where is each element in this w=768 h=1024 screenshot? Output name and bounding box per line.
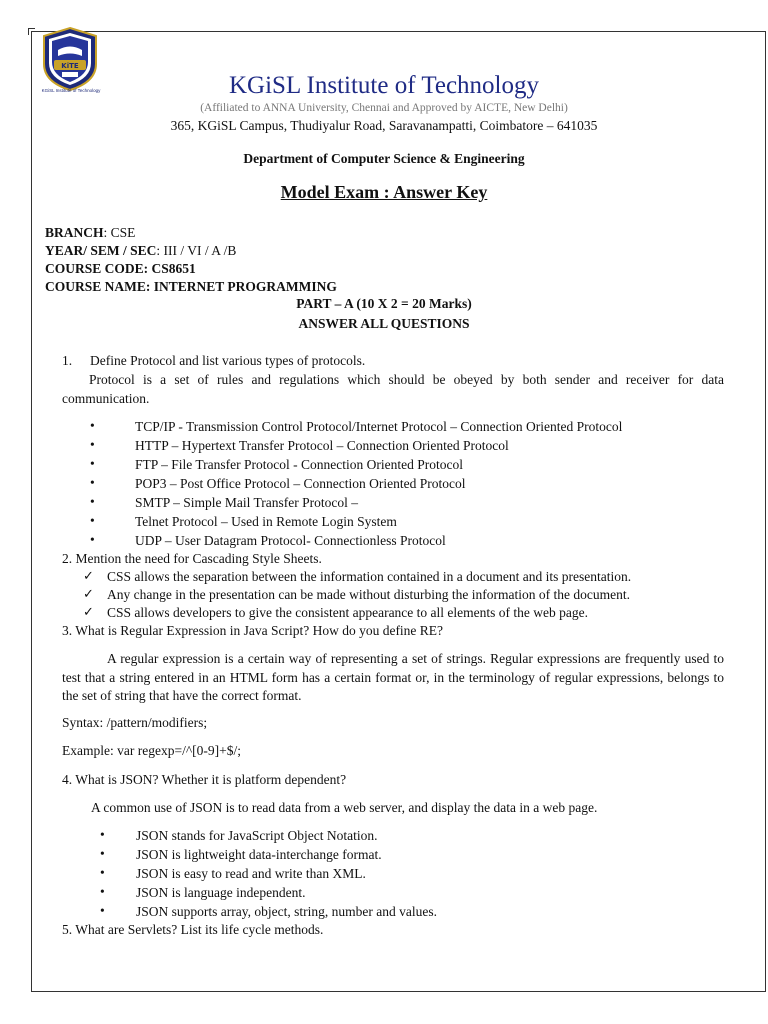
affiliation: (Affiliated to ANNA University, Chennai and Approved by AICTE, New Delhi) (200, 102, 568, 114)
branch-line: BRANCH: CSE (45, 225, 136, 240)
logo-text: KiTE (61, 62, 79, 70)
address: 365, KGiSL Campus, Thudiyalur Road, Saravanampatti, Coimbatore – 641035 (170, 118, 598, 133)
q2-check: CSS allows the separation between the information contained in a document and its presentation. (107, 569, 632, 584)
q3-answer: A regular expression is a certain way of representing a set of strings. Regular expressions are frequently used to test that a string entered in an HTML form has a certain format or, in the terminology of regular expressions, belongs to the set of string that have the correct format. (62, 651, 724, 703)
bullet-icon: • (100, 827, 105, 842)
q4-bullet: JSON stands for JavaScript Object Notation. (136, 828, 378, 843)
checkmark-icon: ✓ (83, 568, 94, 583)
checkmark-icon: ✓ (83, 586, 94, 601)
exam-title (0, 182, 768, 203)
institute-name: KGiSL Institute of Technology (228, 72, 540, 99)
checkmark-icon: ✓ (83, 604, 94, 619)
q1-bullet: FTP – File Transfer Protocol - Connection Oriented Protocol (135, 457, 463, 472)
q2-check: Any change in the presentation can be made without disturbing the information of the document. (107, 587, 630, 602)
logo-caption: KGiSL Institute of Technology (41, 88, 101, 93)
department: Department of Computer Science & Engineering (243, 151, 525, 166)
year-line: YEAR/ SEM / SEC: III / VI / A /B (45, 243, 237, 258)
q1-bullet: Telnet Protocol – Used in Remote Login System (135, 514, 397, 529)
bullet-icon: • (90, 532, 95, 547)
bullet-icon: • (90, 513, 95, 528)
q3-question: 3. What is Regular Expression in Java Script? How do you define RE? (62, 623, 444, 638)
bullet-icon: • (90, 437, 95, 452)
q1-bullet: SMTP – Simple Mail Transfer Protocol – (135, 495, 359, 510)
q3-syntax: Syntax: /pattern/modifiers; (62, 715, 208, 730)
part-heading: PART – A (10 X 2 = 20 Marks) (296, 296, 472, 311)
q2-check: CSS allows developers to give the consistent appearance to all elements of the web page. (107, 605, 588, 620)
exam-title-text: Model Exam : Answer Key (280, 182, 488, 202)
part-instruction: ANSWER ALL QUESTIONS (298, 316, 470, 331)
q4-question: 4. What is JSON? Whether it is platform dependent? (62, 772, 347, 787)
q1-bullet: HTTP – Hypertext Transfer Protocol – Connection Oriented Protocol (135, 438, 509, 453)
q1-bullet: UDP – User Datagram Protocol- Connectionless Protocol (135, 533, 446, 548)
course-name-line: COURSE NAME: INTERNET PROGRAMMING (45, 279, 337, 294)
corner-mark (28, 28, 35, 35)
bullet-icon: • (100, 846, 105, 861)
bullet-icon: • (90, 475, 95, 490)
q4-bullet: JSON is easy to read and write than XML. (136, 866, 366, 881)
bullet-icon: • (100, 865, 105, 880)
q4-bullet: JSON is language independent. (136, 885, 306, 900)
q4-bullet: JSON is lightweight data-interchange format. (136, 847, 382, 862)
q2-question: 2. Mention the need for Cascading Style Sheets. (62, 551, 322, 566)
q1-bullet: TCP/IP - Transmission Control Protocol/Internet Protocol – Connection Oriented Protocol (135, 419, 623, 434)
q1-number: 1. (62, 353, 73, 368)
q4-answer: A common use of JSON is to read data from a web server, and display the data in a web page. (91, 800, 598, 815)
q3-example: Example: var regexp=/^[0-9]+$/; (62, 743, 242, 758)
q5-question: 5. What are Servlets? List its life cycle methods. (62, 922, 324, 937)
q1-answer: Protocol is a set of rules and regulations which should be obeyed by both sender and receiver for data communication. (62, 372, 724, 406)
bullet-icon: • (90, 494, 95, 509)
q1-bullet: POP3 – Post Office Protocol – Connection Oriented Protocol (135, 476, 466, 491)
bullet-icon: • (90, 418, 95, 433)
course-code-line: COURSE CODE: CS8651 (45, 261, 196, 276)
bullet-icon: • (90, 456, 95, 471)
bullet-icon: • (100, 884, 105, 899)
q1-question: Define Protocol and list various types of protocols. (90, 353, 366, 368)
q4-bullet: JSON supports array, object, string, number and values. (136, 904, 437, 919)
bullet-icon: • (100, 903, 105, 918)
